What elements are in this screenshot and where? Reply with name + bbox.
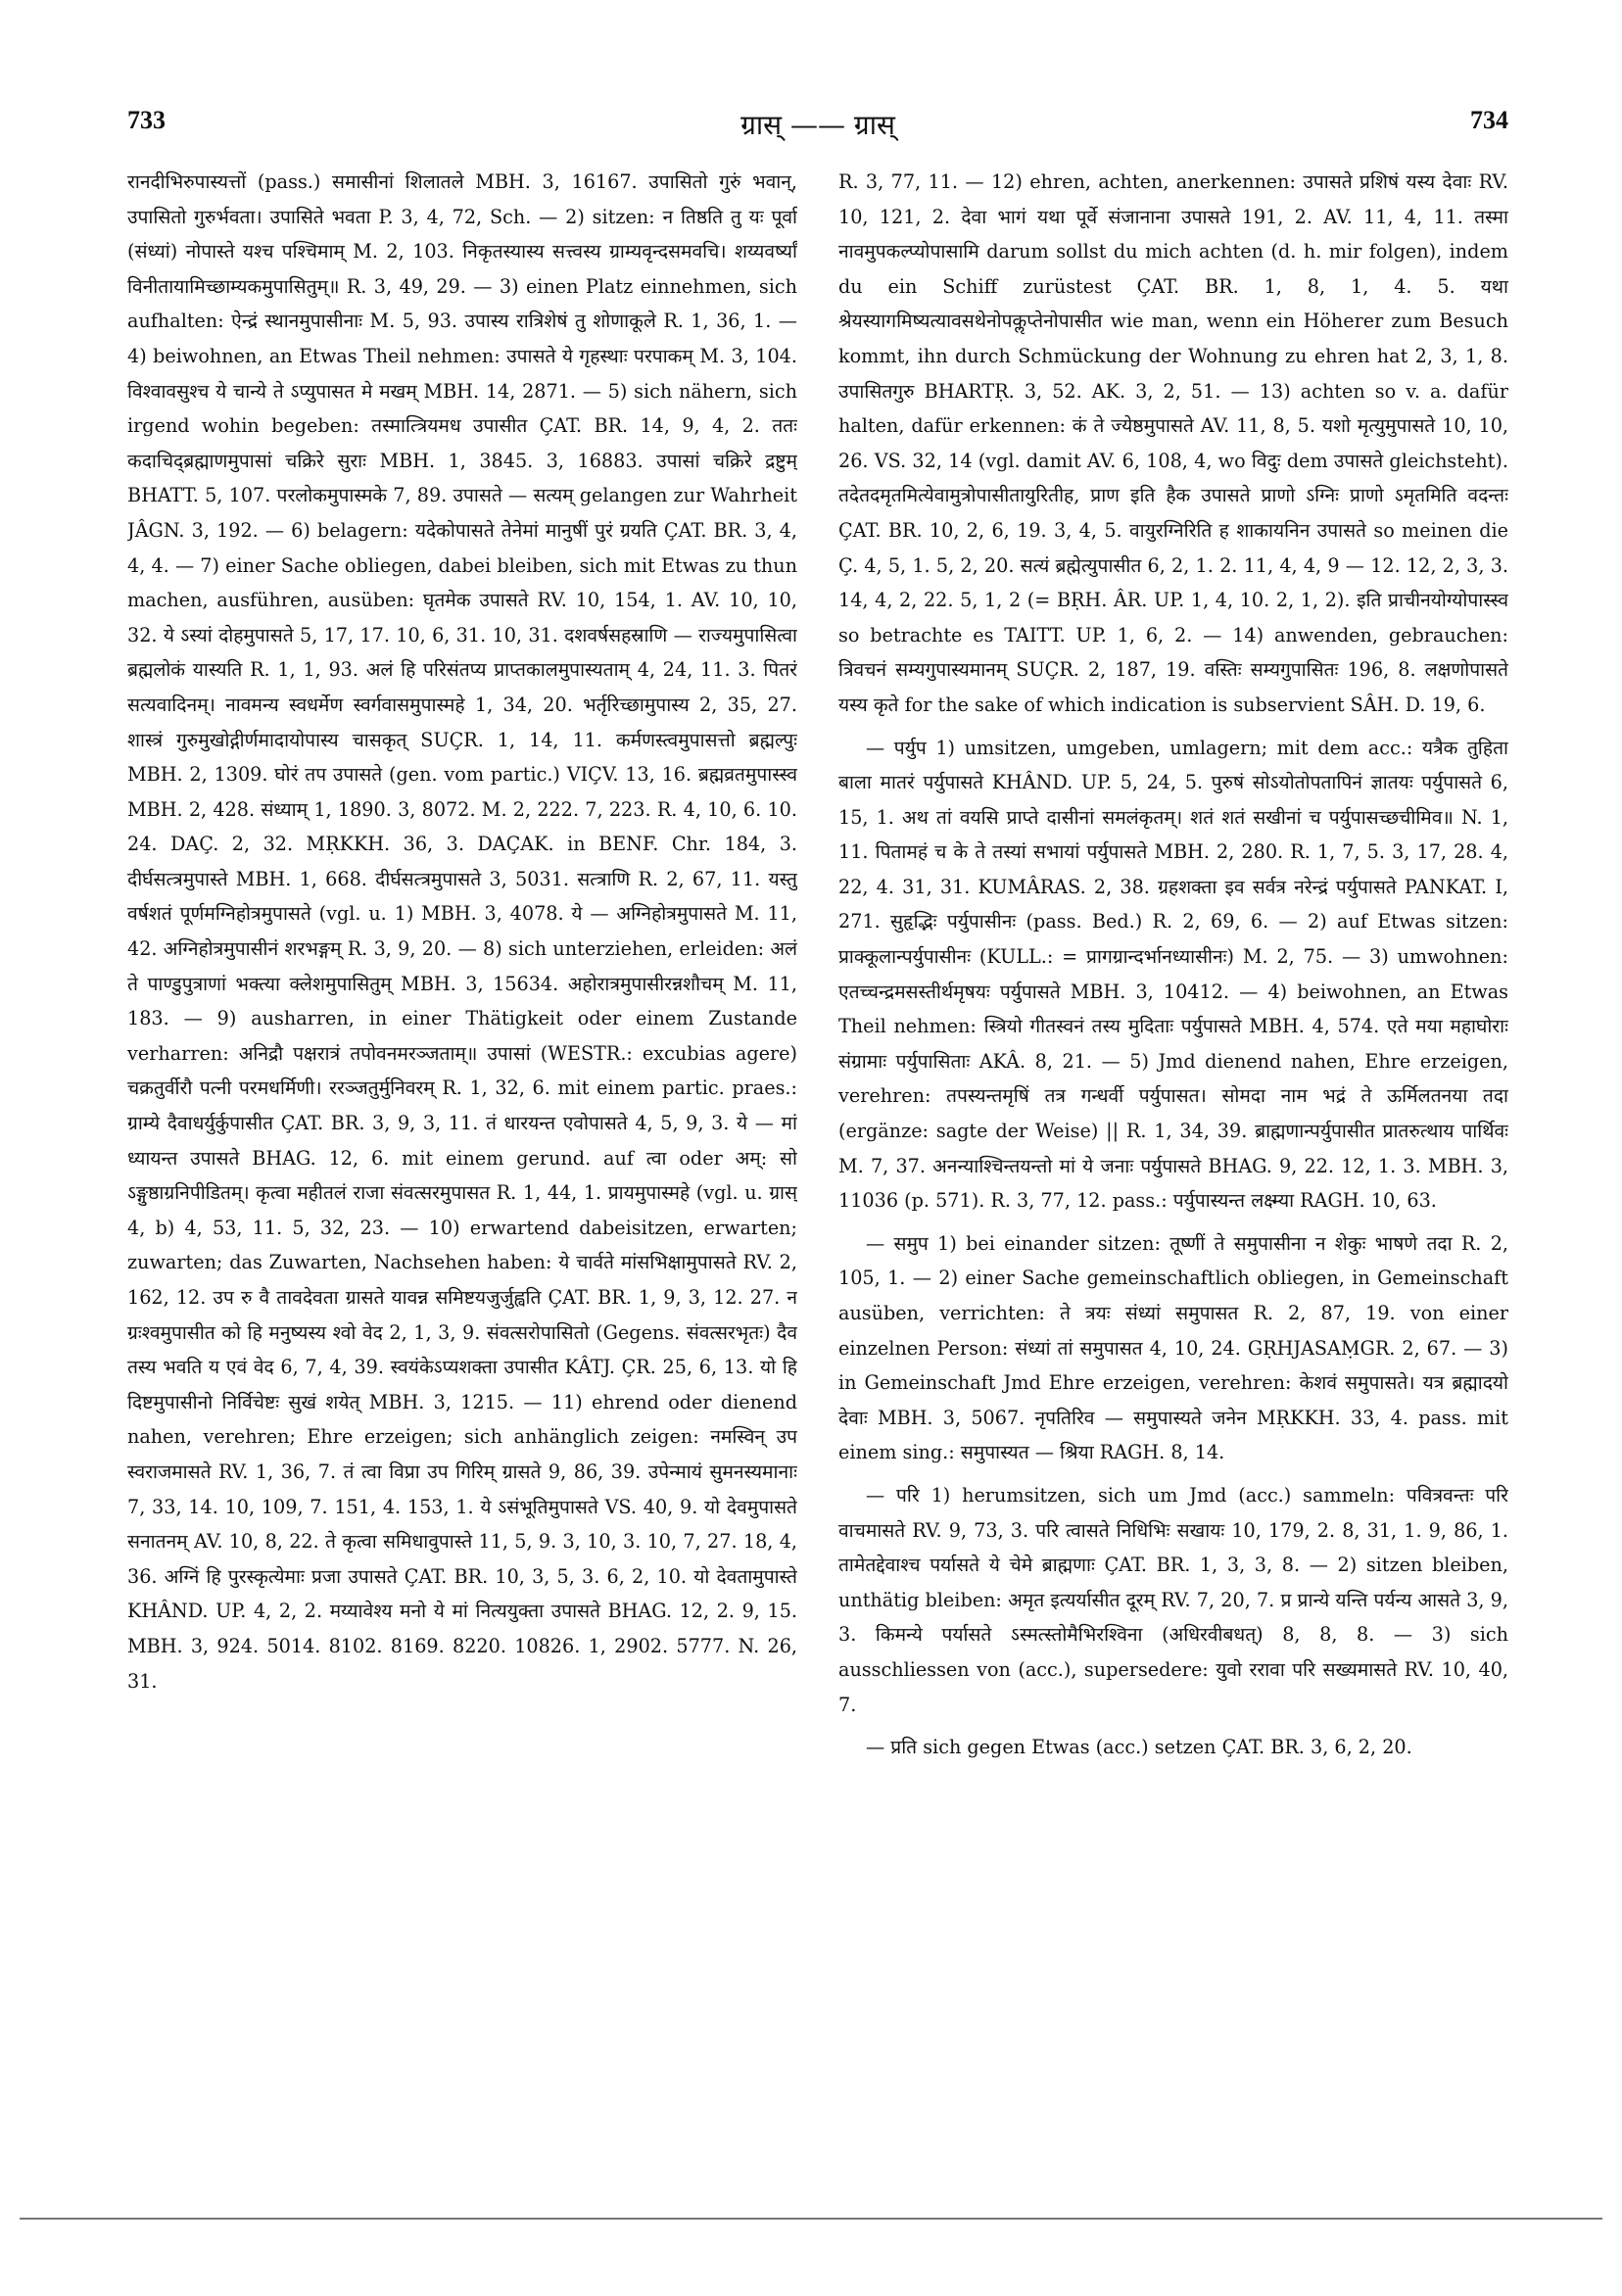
right-column-paragraph: R. 3, 77, 11. — 12) ehren, achten, anerkennen: उपासते प्रशिषं यस्य देवाः RV. 10, 121, 2. देवा भागं यथा पूर्वे संजानाना उपासते 191, 2. AV. 11, 4, 11. तस्मा नावमुपकल्प्योपासामि darum sollst du mich achten (d. h. mir folgen), indem du ein Schiff zurüstest ÇAT. BR. 1, 8, 1, 4. 5. यथा श्रेयस्यागमिष्यत्यावसथेनोपकॢप्तेनोपासीत wie man, wenn ein Höherer zum Besuch kommt, ihn durch Schmückung der Wohnung zu ehren hat 2, 3, 1, 8. उपासितगुरु BHARTṚ. 3, 52. AK. 3, 2, 51. — 13) achten so v. a. dafür halten, dafür erkennen: कं ते ज्येष्ठमुपासते AV. 11, 8, 5. यशो मृत्युमुपासते 10, 10, 26. VS. 32, 14 (vgl. damit AV. 6, 108, 4, wo विदुः dem उपासते gleichsteht). तदेतदमृतमित्येवामुत्रोपासीतायुरितीह, प्राण इति हैक उपासते प्राणो ऽग्निः प्राणो ऽमृतमिति वदन्तः ÇAT. BR. 10, 2, 6, 19. 3, 4, 5. वायुरग्निरिति ह शाकायनिन उपासते so meinen die Ç. 4, 5, 1. 5, 2, 20. सत्यं ब्रह्मेत्युपासीत 6, 2, 1. 2. 11, 4, 4, 9 — 12. 12, 2, 3, 3. 14, 4, 2, 22. 5, 1, 2 (= BṚH. ÂR. UP. 1, 4, 10. 2, 1, 2). इति प्राचीनयोग्योपास्स्व so betrachte es TAITT. UP. 1, 6, 2. — 14) anwenden, gebrauchen: त्रिवचनं सम्यगुपास्यमानम् SUÇR. 2, 187, 19. वस्तिः सम्यगुपासितः 196, 8. लक्षणोपासते यस्य कृते for the sake of which indication is subservient SÂH. D. 19, 6.	[838, 170, 1508, 716]
page-number-right: 734	[1470, 106, 1508, 134]
footer-rule	[20, 2218, 1602, 2220]
left-column	[127, 165, 797, 2182]
right-column	[838, 165, 1508, 2182]
entry-samupa: — समुप 1) bei einander sitzen: तूष्णीं ते समुपासीना न शेकुः भाषणे तदा R. 2, 105, 1. — 2) einer Sache gemeinschaftlich obliegen, in Gemeinschaft ausüben, verrichten: ते त्रयः संध्यां समुपासत R. 2, 87, 19. von einer einzelnen Person: संध्यां तां समुपासत 4, 10, 24. GṚHJASAṂGR. 2, 67. — 3) in Gemeinschaft Jmd Ehre erzeigen, verehren: केशवं समुपासते। यत्र ब्रह्मादयो देवाः MBH. 3, 5067. नृपतिरिव — समुपास्यते जनेन MṚKKH. 33, 4. pass. mit einem sing.: समुपास्यत — श्रिया RAGH. 8, 14.	[838, 1231, 1508, 1464]
running-headword: ग्रास् —— ग्रास्	[740, 109, 895, 141]
entry-paryupa: — पर्युप 1) umsitzen, umgeben, umlagern; mit dem acc.: यत्रैक तुहिता बाला मातरं पर्युपासते KHÂND. UP. 5, 24, 5. पुरुषं सोऽयोतोपतापिनं ज्ञातयः पर्युपासते 6, 15, 1. अथ तां वयसि प्राप्ते दासीनां समलंकृतम्। शतं शतं सखीनां च पर्युपासच्छचीमिव॥ N. 1, 11. पितामहं च के ते तस्यां सभायां पर्युपासते MBH. 2, 280. R. 1, 7, 5. 3, 17, 28. 4, 22, 4. 31, 31. KUMÂRAS. 2, 38. ग्रहशक्ता इव सर्वत्र नरेन्द्रं पर्युपासते PANKAT. I, 271. सुहृद्भिः पर्युपासीनः (pass. Bed.) R. 2, 69, 6. — 2) auf Etwas sitzen: प्राक्कूलान्पर्युपासीनः (KULL.: = प्रागग्रान्दर्भानध्यासीनः) M. 2, 75. — 3) umwohnen: एतच्चन्द्रमसस्तीर्थमृषयः पर्युपासते MBH. 3, 10412. — 4) beiwohnen, an Etwas Theil nehmen: स्त्रियो गीतस्वनं तस्य मुदिताः पर्युपासते MBH. 4, 574. एते मया महाघोराः संग्रामाः पर्युपासिताः AKÂ. 8, 21. — 5) Jmd dienend nahen, Ehre erzeigen, verehren: तपस्यन्तमृषिं तत्र गन्धर्वी पर्युपासत। सोमदा नाम भद्रं ते ऊर्मिलतनया तदा (ergänze: sagte der Weise) || R. 1, 34, 39. ब्राह्मणान्पर्युपासीत प्रातरुत्थाय पार्थिवः M. 7, 37. अनन्याश्चिन्तयन्तो मां ये जनाः पर्युपासते BHAG. 9, 22. 12, 1. 3. MBH. 3, 11036 (p. 571). R. 3, 77, 12. pass.: पर्युपास्यन्त लक्ष्म्या RAGH. 10, 63.	[838, 736, 1508, 1213]
entry-prati: — प्रति sich gegen Etwas (acc.) setzen ÇAT. BR. 3, 6, 2, 20.	[866, 1736, 1412, 1759]
entry-pari: — परि 1) herumsitzen, sich um Jmd (acc.) sammeln: पवित्रवन्तः परि वाचमासते RV. 9, 73, 3. परि त्वासते निधिभिः सखायः 10, 179, 2. 8, 31, 1. 9, 86, 1. तामेतद्देवाश्च पर्यासते ये चेमे ब्राह्मणाः ÇAT. BR. 1, 3, 3, 8. — 2) sitzen bleiben, unthätig bleiben: अमृत इत्यर्यासीत दूरम् RV. 7, 20, 7. प्र प्रान्ये यन्ति पर्यन्य आसते 3, 9, 3. किमन्ये पर्यासते ऽस्मत्स्तोमैभिरश्विना (अधिरवीबधत्) 8, 8, 8. — 3) sich ausschliessen von (acc.), supersedere: युवो ररावा परि सख्यमासते RV. 10, 40, 7.	[838, 1483, 1508, 1716]
text-columns	[127, 165, 1508, 2182]
page-header	[127, 106, 1508, 155]
left-column-paragraph: रानदीभिरुपास्यत्तों (pass.) समासीनां शिलातले MBH. 3, 16167. उपासितो गुरुं भवान्, उपासितो गुरुर्भवता। उपासिते भवता P. 3, 4, 72, Sch. — 2) sitzen: न तिष्ठति तु यः पूर्वा (संध्यां) नोपास्ते यश्च पश्चिमाम् M. 2, 103. निकृतस्यास्य सत्त्वस्य ग्राम्यवृन्दसमवचि। शय्यवर्ष्यां विनीतायामिच्छाम्यकमुपासितुम्॥ R. 3, 49, 29. — 3) einen Platz einnehmen, sich aufhalten: ऐन्द्रं स्थानमुपासीनाः M. 5, 93. उपास्य रात्रिशेषं तु शोणाकूले R. 1, 36, 1. — 4) beiwohnen, an Etwas Theil nehmen: उपासते ये गृहस्थाः परपाकम् M. 3, 104. विश्वावसुश्च ये चान्ये ते ऽप्युपासत मे मखम् MBH. 14, 2871. — 5) sich nähern, sich irgend wohin begeben: तस्मात्त्रियमध उपासीत ÇAT. BR. 14, 9, 4, 2. ततः कदाचिद्ब्रह्माणमुपासां चक्रिरे सुराः MBH. 1, 3845. 3, 16883. उपासां चक्रिरे द्रष्टुम् BHATT. 5, 107. परलोकमुपास्मके 7, 89. उपासते — सत्यम् gelangen zur Wahrheit JÂGN. 3, 192. — 6) belagern: यदेकोपासते तेनेमां मानुषीं पुरं ग्रयति ÇAT. BR. 3, 4, 4, 4. — 7) einer Sache obliegen, dabei bleiben, sich mit Etwas zu thun machen, ausführen, ausüben: घृतमेक उपासते RV. 10, 154, 1. AV. 10, 10, 32. ये ऽस्यां दोहमुपासते 5, 17, 17. 10, 6, 31. 10, 31. दशवर्षसहस्राणि — राज्यमुपासित्वा ब्रह्मलोकं यास्यति R. 1, 1, 93. अलं हि परिसंतप्य प्राप्तकालमुपास्यताम् 4, 24, 11. 3. पितरं सत्यवादिनम्। नावमन्य स्वधर्मेण स्वर्गवासमुपास्महे 1, 34, 20. भर्तृरिच्छामुपास्य 2, 35, 27. शास्त्रं गुरुमुखोद्गीर्णमादायोपास्य चासकृत् SUÇR. 1, 14, 11. कर्मणस्त्वमुपासत्तो ब्रह्मल्पुः MBH. 2, 1309. घोरं तप उपासते (gen. vom partic.) VIÇV. 13, 16. ब्रह्मव्रतमुपास्स्व MBH. 2, 428. संध्याम् 1, 1890. 3, 8072. M. 2, 222. 7, 223. R. 4, 10, 6. 10. 24. DAÇ. 2, 32. MṚKKH. 36, 3. DAÇAK. in BENF. Chr. 184, 3. दीर्घसत्त्रमुपास्ते MBH. 1, 668. दीर्घसत्त्रमुपासते 3, 5031. सत्त्राणि R. 2, 67, 11. यस्तु वर्षशतं पूर्णमग्निहोत्रमुपासते (vgl. u. 1) MBH. 3, 4078. ये — अग्निहोत्रमुपासते M. 11, 42. अग्निहोत्रमुपासीनं शरभङ्गम् R. 3, 9, 20. — 8) sich unterziehen, erleiden: अलं ते पाण्डुपुत्राणां भक्त्या क्लेशमुपासितुम् MBH. 3, 15634. अहोरात्रमुपासीरन्नशौचम् M. 11, 183. — 9) ausharren, in einer Thätigkeit oder einem Zustande verharren: अनिद्रौ पक्षरात्रं तपोवनमरञ्जताम्॥ उपासां (WESTR.: excubias agere) चक्रतुर्वीरौ पत्नी परमधर्मिणी। ररञ्जतुर्मुनिवरम् R. 1, 32, 6. mit einem partic. praes.: ग्राम्ये दैवाधर्युर्कुपासीत ÇAT. BR. 3, 9, 3, 11. तं धारयन्त एवोपासते 4, 5, 9, 3. ये — मां ध्यायन्त उपासते BHAG. 12, 6. mit einem gerund. auf त्वा oder अम्: सो ऽङ्गुष्ठाग्रनिपीडितम्। कृत्वा महीतलं राजा संवत्सरमुपासत R. 1, 44, 1. प्रायमुपास्महे (vgl. u. ग्रास् 4, b) 4, 53, 11. 5, 32, 23. — 10) erwartend dabeisitzen, erwarten; zuwarten; das Zuwarten, Nachsehen haben: ये चार्वते मांसभिक्षामुपासते RV. 2, 162, 12. उप रु वै तावदेवता ग्रासते यावन्न समिष्टयजुर्जुह्वति ÇAT. BR. 1, 9, 3, 12. 27. न ग्रःश्वमुपासीत को हि मनुष्यस्य श्वो वेद 2, 1, 3, 9. संवत्सरोपासितो (Gegens. संवत्सरभृतः) दैव तस्य भवति य एवं वेद 6, 7, 4, 39. स्वयंकेऽप्यशक्ता उपासीत KÂTJ. ÇR. 25, 6, 13. यो हि दिष्टमुपासीनो निर्विचेष्टः सुखं शयेत् MBH. 3, 1215. — 11) ehrend oder dienend nahen, verehren; Ehre erzeigen; sich anhänglich zeigen: नमस्विन् उप स्वराजमासते RV. 1, 36, 7. तं त्वा विप्रा उप गिरिम् ग्रासते 9, 86, 39. उपेन्मायं सुमनस्यमानाः 7, 33, 14. 10, 109, 7. 151, 4. 153, 1. ये ऽसंभूतिमुपासते VS. 40, 9. यो देवमुपासते सनातनम् AV. 10, 8, 22. ते कृत्वा समिधावुपास्ते 11, 5, 9. 3, 10, 3. 10, 7, 27. 18, 4, 36. अग्निं हि पुरस्कृत्येमाः प्रजा उपासते ÇAT. BR. 10, 3, 5, 3. 6, 2, 10. यो देवतामुपास्ते KHÂND. UP. 4, 2, 2. मय्यावेश्य मनो ये मां नित्ययुक्ता उपासते BHAG. 12, 2. 9, 15. MBH. 3, 924. 5014. 8102. 8169. 8220. 10826. 1, 2902. 5777. N. 26, 31.	[127, 170, 797, 1693]
page-number-left: 733	[127, 106, 166, 134]
